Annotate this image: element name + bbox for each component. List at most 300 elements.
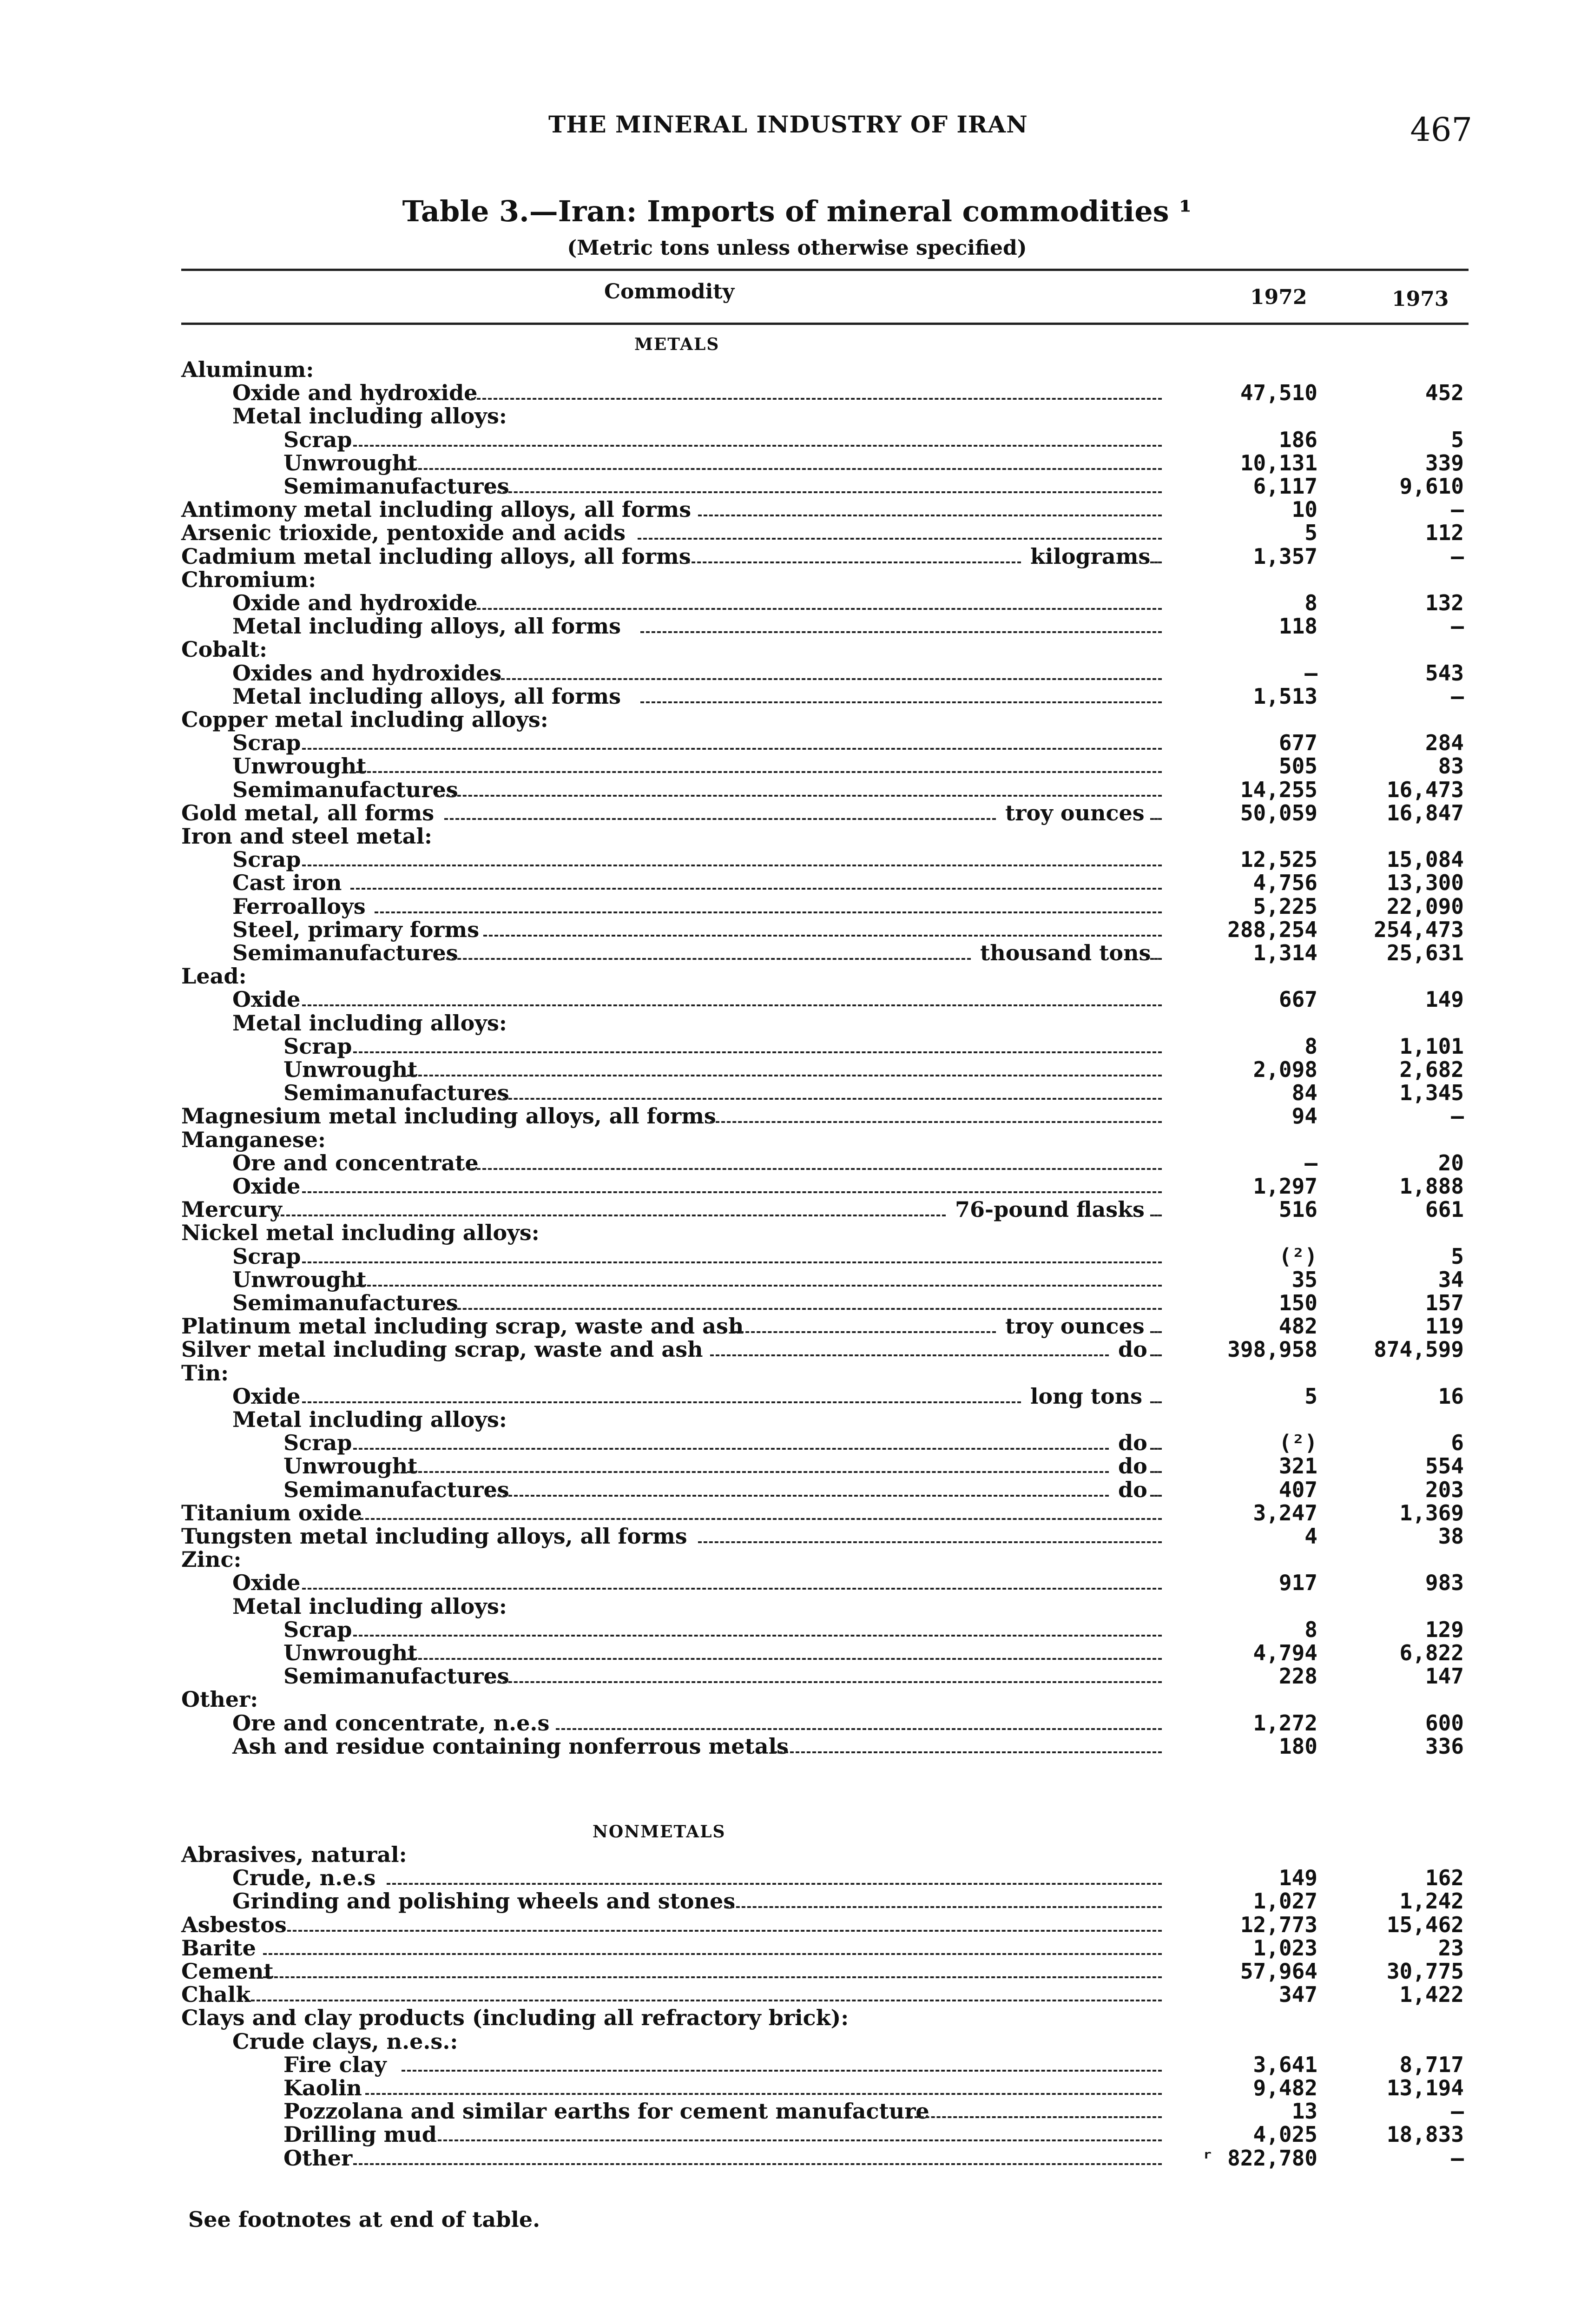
cell-1972: 667: [1278, 987, 1317, 1012]
leader-dots: [556, 1728, 1162, 1730]
cell-1972: 5,225: [1253, 894, 1317, 919]
row-label: Scrap: [232, 847, 301, 872]
cell-1972: 1,272: [1253, 1710, 1317, 1736]
row-label: Metal including alloys, all forms: [232, 684, 621, 709]
leader-dots: [495, 678, 1162, 680]
cell-1972: 50,059: [1240, 800, 1317, 825]
row-label: Unwrought: [232, 753, 367, 779]
table-row: [0, 1104, 1594, 1128]
row-label: Metal including alloys, all forms: [232, 614, 621, 639]
cell-1972: 180: [1278, 1734, 1317, 1759]
cell-1973: 284: [1425, 730, 1464, 755]
table-row: [0, 2006, 1594, 2029]
cell-1972: 8: [1304, 590, 1317, 615]
row-label: Oxide and hydroxide: [232, 380, 478, 405]
row-label: Iron and steel metal:: [181, 824, 432, 849]
cell-1973: 129: [1425, 1617, 1464, 1642]
table-footnote-reference: See footnotes at end of table.: [188, 2207, 540, 2232]
table-row: [0, 1571, 1594, 1594]
row-label: Silver metal including scrap, waste and ash: [181, 1337, 703, 1362]
leader-dots: [486, 1495, 1109, 1497]
cell-1972: 84: [1291, 1080, 1317, 1105]
cell-1973: 6,822: [1399, 1640, 1464, 1665]
table-row: [0, 1501, 1594, 1525]
leader-dots: [375, 911, 1162, 913]
row-label: Ash and residue containing nonferrous metals: [232, 1734, 789, 1759]
table-header-rule: [181, 323, 1469, 325]
cell-1972: 1,513: [1253, 684, 1317, 709]
table-row: [0, 1431, 1594, 1454]
row-label: Kaolin: [283, 2075, 362, 2100]
cell-1973: 30,775: [1386, 1959, 1464, 1984]
cell-1973: 34: [1438, 1267, 1464, 1292]
cell-1973: 452: [1425, 380, 1464, 405]
table-row: [0, 708, 1594, 731]
cell-1973: 13,300: [1386, 870, 1464, 895]
cell-1973: 983: [1425, 1570, 1464, 1595]
row-label: Lead:: [181, 964, 247, 989]
row-label: Ore and concentrate: [232, 1150, 479, 1175]
table-row: [0, 381, 1594, 404]
leader-dots: [1150, 1471, 1162, 1473]
cell-1972: 4,794: [1253, 1640, 1317, 1665]
cell-1972: 1,027: [1253, 1888, 1317, 1914]
row-label: Scrap: [283, 427, 352, 452]
leader-dots: [365, 2093, 1162, 2095]
cell-1973: 1,101: [1399, 1034, 1464, 1059]
leader-dots: [698, 515, 1162, 516]
cell-1973: 1,345: [1399, 1080, 1464, 1105]
row-label: Abrasives, natural:: [181, 1842, 407, 1867]
table-subtitle: (Metric tons unless otherwise specified): [567, 236, 1027, 260]
leader-dots: [734, 1331, 996, 1333]
cell-1973: 874,599: [1374, 1337, 1464, 1362]
table-row: [0, 568, 1594, 591]
leader-dots: [486, 1681, 1162, 1683]
cell-1972: 13: [1291, 2099, 1317, 2124]
cell-1972: 9,482: [1253, 2075, 1317, 2100]
cell-1972: ʳ 822,780: [1201, 2146, 1317, 2171]
table-row: [0, 825, 1594, 848]
cell-1972: 2,098: [1253, 1057, 1317, 1082]
cell-1973: 25,631: [1386, 940, 1464, 965]
leader-dots: [302, 865, 1162, 866]
table-row: [0, 475, 1594, 498]
cell-1973: 16,847: [1386, 800, 1464, 825]
row-label: Tin:: [181, 1360, 229, 1386]
leader-dots: [302, 1588, 1162, 1590]
cell-1973: 147: [1425, 1664, 1464, 1689]
cell-1973: 83: [1438, 753, 1464, 779]
cell-1973: 661: [1425, 1197, 1464, 1222]
column-header-1972: 1972: [1250, 285, 1307, 309]
cell-1973: 13,194: [1386, 2075, 1464, 2100]
leader-dots: [302, 1261, 1162, 1263]
table-row: [0, 1291, 1594, 1314]
cell-1973: 157: [1425, 1290, 1464, 1315]
section-heading-metals: METALS: [634, 335, 720, 354]
row-label: Pozzolana and similar earths for cement manufacture: [283, 2099, 929, 2124]
row-label: Semimanufactures: [232, 1290, 458, 1315]
table-top-rule: [181, 269, 1469, 271]
table-row: [0, 498, 1594, 521]
table-row: [0, 2146, 1594, 2170]
table-row: [0, 1175, 1594, 1198]
cell-1973: 1,422: [1399, 1982, 1464, 2007]
table-row: [0, 871, 1594, 894]
leader-dots: [1150, 1495, 1162, 1497]
leader-dots: [387, 1883, 1162, 1885]
cell-1972: 57,964: [1240, 1959, 1317, 1984]
row-label: Metal including alloys:: [232, 1407, 507, 1432]
leader-dots: [353, 1635, 1162, 1637]
row-label: Gold metal, all forms: [181, 800, 435, 825]
leader-dots: [302, 1004, 1162, 1006]
cell-1973: 18,833: [1386, 2122, 1464, 2147]
leader-dots: [486, 491, 1162, 493]
cell-1972: 5: [1304, 1384, 1317, 1409]
leader-dots: [444, 818, 996, 820]
leader-dots: [640, 631, 1162, 633]
leader-dots: [402, 1471, 1109, 1473]
row-label: Unwrought: [283, 450, 418, 475]
row-label: Metal including alloys:: [232, 1010, 507, 1036]
cell-1973: 203: [1425, 1477, 1464, 1502]
table-row: [0, 731, 1594, 754]
cell-1972: 6,117: [1253, 474, 1317, 499]
table-row: [0, 1595, 1594, 1618]
cell-1973: 336: [1425, 1734, 1464, 1759]
leader-dots: [402, 468, 1162, 470]
cell-1972: 516: [1278, 1197, 1317, 1222]
leader-dots: [263, 1953, 1162, 1955]
cell-1973: 23: [1438, 1935, 1464, 1961]
row-label: Arsenic trioxide, pentoxide and acids: [181, 520, 626, 545]
table-row: [0, 1866, 1594, 1889]
cell-1972: 1,023: [1253, 1935, 1317, 1961]
leader-dots: [909, 2116, 1162, 2118]
table-row: [0, 1960, 1594, 1983]
table-row: [0, 1843, 1594, 1866]
cell-1972: (²): [1278, 1244, 1317, 1269]
cell-1973: 15,462: [1386, 1912, 1464, 1937]
row-label: Cadmium metal including alloys, all forms: [181, 544, 691, 569]
table-row: [0, 1548, 1594, 1571]
cell-1973: —: [1451, 614, 1464, 639]
row-label: Chalk: [181, 1982, 251, 2007]
leader-dots: [402, 2070, 1162, 2072]
leader-dots: [251, 2000, 1162, 2001]
leader-dots: [353, 1448, 1109, 1450]
row-label: Fire clay: [283, 2052, 387, 2077]
row-label: Mercury: [181, 1197, 282, 1222]
cell-1973: 600: [1425, 1710, 1464, 1736]
table-row: [0, 1983, 1594, 2006]
cell-1972: 94: [1291, 1103, 1317, 1129]
cell-1973: 132: [1425, 590, 1464, 615]
row-label: Zinc:: [181, 1547, 242, 1572]
table-row: [0, 521, 1594, 544]
cell-1972: 12,773: [1240, 1912, 1317, 1937]
leader-dots: [486, 1098, 1162, 1100]
table-row: [0, 2100, 1594, 2123]
table-row: [0, 404, 1594, 428]
row-unit: troy ounces: [1005, 1314, 1145, 1339]
leader-dots: [263, 1976, 1162, 1978]
table-row: [0, 1128, 1594, 1151]
leader-dots: [1150, 561, 1162, 563]
row-label: Nickel metal including alloys:: [181, 1220, 540, 1245]
row-label: Semimanufactures: [283, 474, 509, 499]
table-row: [0, 1081, 1594, 1104]
cell-1973: 9,610: [1399, 474, 1464, 499]
leader-dots: [435, 795, 1162, 797]
leader-dots: [353, 1051, 1162, 1053]
table-row: [0, 1525, 1594, 1548]
table-row: [0, 2053, 1594, 2076]
cell-1973: 6: [1451, 1430, 1464, 1455]
row-unit: do: [1118, 1453, 1147, 1479]
cell-1973: 1,888: [1399, 1174, 1464, 1199]
row-unit: thousand tons: [980, 940, 1151, 965]
cell-1973: —: [1451, 544, 1464, 569]
cell-1972: 1,297: [1253, 1174, 1317, 1199]
cell-1973: —: [1451, 497, 1464, 522]
leader-dots: [287, 1930, 1162, 1932]
row-label: Semimanufactures: [232, 777, 458, 802]
row-label: Scrap: [232, 730, 301, 755]
row-label: Metal including alloys:: [232, 403, 507, 429]
cell-1972: 288,254: [1227, 917, 1317, 942]
cell-1972: 3,641: [1253, 2052, 1317, 2077]
cell-1972: 12,525: [1240, 847, 1317, 872]
row-label: Unwrought: [283, 1640, 418, 1665]
row-label: Grinding and polishing wheels and stones: [232, 1888, 736, 1914]
cell-1972: 505: [1278, 753, 1317, 779]
leader-dots: [1150, 818, 1162, 820]
row-label: Steel, primary forms: [232, 917, 480, 942]
cell-1973: 22,090: [1386, 894, 1464, 919]
table-row: [0, 895, 1594, 918]
row-unit: kilograms: [1030, 544, 1151, 569]
table-row: [0, 1889, 1594, 1913]
leader-dots: [302, 1191, 1162, 1193]
table-row: [0, 778, 1594, 801]
cell-1973: 339: [1425, 450, 1464, 475]
section-heading-nonmetals: NONMETALS: [593, 1822, 726, 1842]
table-row: [0, 848, 1594, 871]
row-label: Unwrought: [283, 1453, 418, 1479]
row-label: Other: [283, 2146, 353, 2171]
leader-dots: [302, 1401, 1021, 1403]
cell-1973: 16: [1438, 1384, 1464, 1409]
row-label: Scrap: [283, 1617, 352, 1642]
cell-1972: 10: [1291, 497, 1317, 522]
row-label: Unwrought: [283, 1057, 418, 1082]
cell-1973: 554: [1425, 1453, 1464, 1479]
cell-1972: —: [1304, 1150, 1317, 1175]
cell-1972: 4,756: [1253, 870, 1317, 895]
row-unit: do: [1118, 1477, 1147, 1502]
table-row: [0, 988, 1594, 1011]
table-row: [0, 1361, 1594, 1385]
row-label: Scrap: [283, 1430, 352, 1455]
column-header-commodity: Commodity: [604, 280, 735, 304]
row-label: Crude clays, n.e.s.:: [232, 2029, 458, 2054]
cell-1973: 5: [1451, 427, 1464, 452]
row-unit: troy ounces: [1005, 800, 1145, 825]
leader-dots: [1150, 1354, 1162, 1356]
row-label: Semimanufactures: [283, 1664, 509, 1689]
row-label: Titanium oxide: [181, 1500, 362, 1525]
table-row: [0, 428, 1594, 451]
cell-1972: 347: [1278, 1982, 1317, 2007]
leader-dots: [1150, 1448, 1162, 1450]
cell-1972: (²): [1278, 1430, 1317, 1455]
cell-1972: 4: [1304, 1524, 1317, 1549]
leader-dots: [1150, 1401, 1162, 1403]
leader-dots: [353, 445, 1162, 447]
table-row: [0, 1641, 1594, 1664]
table-row: [0, 1198, 1594, 1221]
cell-1973: 5: [1451, 1244, 1464, 1269]
cell-1973: —: [1451, 1103, 1464, 1129]
cell-1972: —: [1304, 660, 1317, 686]
row-label: Copper metal including alloys:: [181, 707, 548, 732]
cell-1972: 4,025: [1253, 2122, 1317, 2147]
row-label: Magnesium metal including alloys, all forms: [181, 1103, 716, 1129]
leader-dots: [435, 958, 971, 960]
table-row: [0, 2076, 1594, 2100]
leader-dots: [350, 771, 1162, 773]
row-label: Oxide and hydroxide: [232, 590, 478, 615]
cell-1972: 47,510: [1240, 380, 1317, 405]
leader-dots: [350, 888, 1162, 890]
leader-dots: [435, 1308, 1162, 1310]
cell-1972: 118: [1278, 614, 1317, 639]
table-row: [0, 1664, 1594, 1688]
leader-dots: [638, 538, 1162, 540]
cell-1973: 149: [1425, 987, 1464, 1012]
leader-dots: [686, 561, 1021, 563]
table-row: [0, 2030, 1594, 2053]
page-number: 467: [1410, 111, 1472, 149]
leader-dots: [1150, 958, 1162, 960]
cell-1972: 150: [1278, 1290, 1317, 1315]
row-label: Oxide: [232, 987, 301, 1012]
row-label: Ore and concentrate, n.e.s: [232, 1710, 550, 1736]
row-label: Oxide: [232, 1570, 301, 1595]
leader-dots: [302, 748, 1162, 750]
row-label: Chromium:: [181, 567, 316, 592]
row-unit: do: [1118, 1430, 1147, 1455]
cell-1973: 38: [1438, 1524, 1464, 1549]
leader-dots: [483, 935, 1162, 937]
row-unit: long tons: [1030, 1384, 1143, 1409]
table-row: [0, 1913, 1594, 1936]
table-row: [0, 591, 1594, 614]
row-label: Other:: [181, 1687, 258, 1712]
row-label: Semimanufactures: [232, 940, 458, 965]
row-label: Oxide: [232, 1384, 301, 1409]
table-row: [0, 661, 1594, 685]
cell-1973: —: [1451, 2099, 1464, 2124]
cell-1972: 35: [1291, 1267, 1317, 1292]
running-title: THE MINERAL INDUSTRY OF IRAN: [548, 111, 1028, 138]
cell-1972: 321: [1278, 1453, 1317, 1479]
row-label: Oxides and hydroxides: [232, 660, 502, 686]
table-row: [0, 1385, 1594, 1408]
row-label: Drilling mud: [283, 2122, 437, 2147]
cell-1973: 1,242: [1399, 1888, 1464, 1914]
row-label: Metal including alloys:: [232, 1594, 507, 1619]
leader-dots: [438, 2139, 1162, 2141]
leader-dots: [471, 1168, 1162, 1170]
cell-1973: 8,717: [1399, 2052, 1464, 2077]
cell-1972: 228: [1278, 1664, 1317, 1689]
table-row: [0, 1245, 1594, 1268]
table-row: [0, 1268, 1594, 1291]
table-row: [0, 358, 1594, 381]
table-row: [0, 1221, 1594, 1244]
cell-1973: —: [1451, 684, 1464, 709]
leader-dots: [640, 701, 1162, 703]
table-row: [0, 918, 1594, 941]
leader-dots: [402, 1658, 1162, 1660]
leader-dots: [471, 398, 1162, 400]
table-row: [0, 545, 1594, 568]
cell-1973: 20: [1438, 1150, 1464, 1175]
table-row: [0, 1454, 1594, 1478]
row-label: Scrap: [232, 1244, 301, 1269]
cell-1973: 15,084: [1386, 847, 1464, 872]
table-title: Table 3.—Iran: Imports of mineral commodities ¹: [402, 194, 1192, 228]
row-label: Unwrought: [232, 1267, 367, 1292]
cell-1973: 112: [1425, 520, 1464, 545]
cell-1973: 119: [1425, 1314, 1464, 1339]
leader-dots: [402, 1075, 1162, 1076]
row-label: Cast iron: [232, 870, 342, 895]
leader-dots: [471, 608, 1162, 610]
cell-1973: 543: [1425, 660, 1464, 686]
cell-1972: 14,255: [1240, 777, 1317, 802]
row-unit: 76-pound flasks: [955, 1197, 1145, 1222]
cell-1972: 149: [1278, 1865, 1317, 1890]
table-row: [0, 754, 1594, 778]
cell-1972: 5: [1304, 520, 1317, 545]
cell-1973: 254,473: [1374, 917, 1464, 942]
cell-1972: 8: [1304, 1617, 1317, 1642]
cell-1973: 1,369: [1399, 1500, 1464, 1525]
cell-1972: 1,357: [1253, 544, 1317, 569]
row-label: Ferroalloys: [232, 894, 366, 919]
row-label: Semimanufactures: [283, 1477, 509, 1502]
column-header-1973: 1973: [1392, 287, 1449, 311]
cell-1972: 1,314: [1253, 940, 1317, 965]
table-row: [0, 1338, 1594, 1361]
row-label: Aluminum:: [181, 357, 314, 382]
leader-dots: [710, 1121, 1162, 1123]
leader-dots: [353, 2163, 1162, 2165]
row-label: Manganese:: [181, 1127, 326, 1152]
row-label: Scrap: [283, 1034, 352, 1059]
cell-1972: 917: [1278, 1570, 1317, 1595]
cell-1973: 16,473: [1386, 777, 1464, 802]
cell-1972: 8: [1304, 1034, 1317, 1059]
row-label: Cement: [181, 1959, 274, 1984]
leader-dots: [1150, 1215, 1162, 1216]
row-label: Asbestos: [181, 1912, 287, 1937]
